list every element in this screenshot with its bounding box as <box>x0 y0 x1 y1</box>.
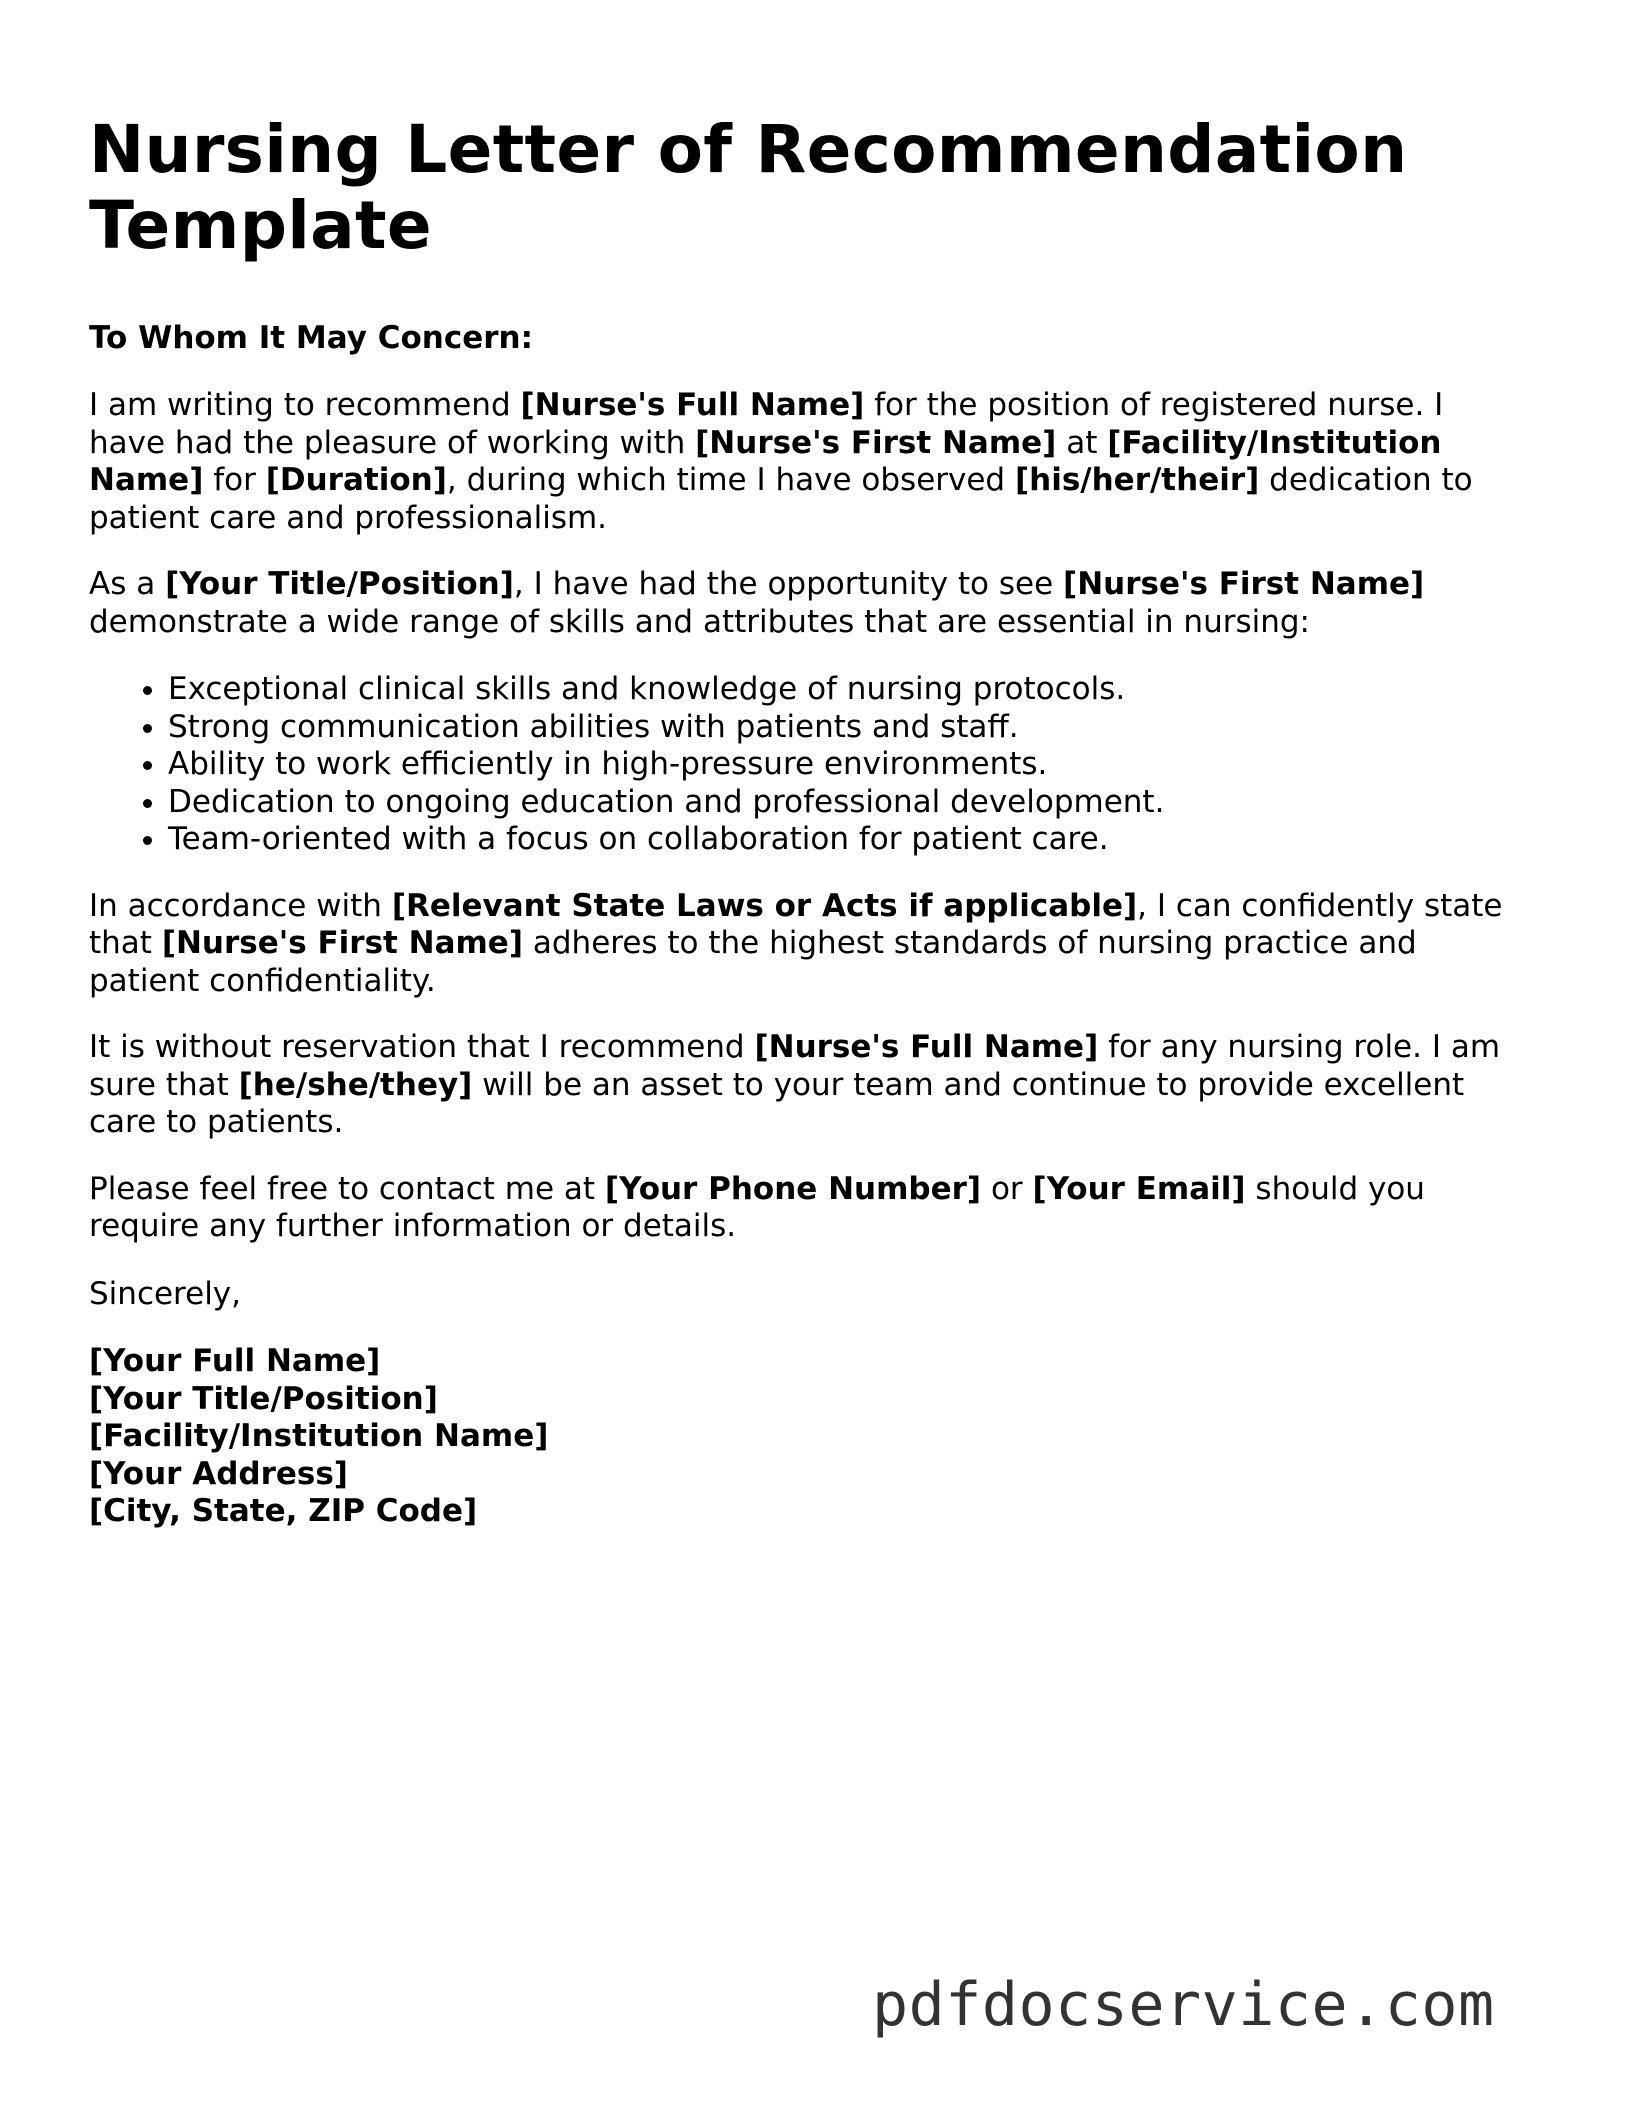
paragraph-intro <box>89 387 1519 537</box>
text: , I can confidently state that <box>89 887 1503 961</box>
placeholder-pronoun-subject: [he/she/they] <box>238 1066 473 1103</box>
signature-line: [Your Address] <box>89 1455 348 1492</box>
paragraph-contact <box>89 1171 1519 1246</box>
placeholder-email: [Your Email] <box>1032 1170 1246 1207</box>
paragraph-recommendation <box>89 1029 1519 1142</box>
list-item: • Dedication to ongoing education and professional development. <box>168 784 1519 822</box>
placeholder-nurse-full-name: [Nurse's Full Name] <box>754 1029 1099 1065</box>
text: dedication to patient care and professionalism. <box>89 462 1473 536</box>
text: for <box>203 462 266 498</box>
signature-line: [Your Title/Position] <box>89 1380 438 1417</box>
placeholder-facility-name: [Facility/Institution Name] <box>89 424 1442 498</box>
text: It is without reservation that I recommend <box>89 1029 755 1065</box>
text: Please feel free to contact me at <box>89 1170 605 1207</box>
text: for the position of registered nurse. I have had the pleasure of working with <box>89 387 1444 461</box>
placeholder-duration: [Duration] <box>265 462 447 498</box>
salutation: To Whom It May Concern: <box>89 320 534 356</box>
placeholder-nurse-first-name: [Nurse's First Name] <box>695 424 1057 461</box>
letter-page <box>89 112 1519 1531</box>
text: adheres to the highest standards of nursing practice and patient confidentiality. <box>89 925 1417 999</box>
text: In accordance with <box>89 887 392 924</box>
skills-list <box>89 671 1519 859</box>
text: for any nursing role. I am sure that <box>89 1029 1501 1103</box>
document-title: Nursing Letter of Recommendation Template <box>89 111 1408 264</box>
text: , during which time I have observed <box>446 462 1015 498</box>
signature-line: [Your Full Name] <box>89 1343 381 1379</box>
placeholder-pronoun-possessive: [his/her/their] <box>1014 462 1260 498</box>
paragraph-compliance <box>89 888 1519 1001</box>
placeholder-nurse-full-name: [Nurse's Full Name] <box>520 387 865 423</box>
text: or <box>981 1170 1033 1207</box>
closing: Sincerely, <box>89 1275 242 1312</box>
text: demonstrate a wide range of skills and attributes that are essential in nursing: <box>89 603 1310 640</box>
placeholder-your-title: [Your Title/Position] <box>165 566 514 602</box>
placeholder-state-laws: [Relevant State Laws or Acts if applicable] <box>391 887 1138 924</box>
placeholder-nurse-first-name: [Nurse's First Name] <box>1063 566 1425 602</box>
text: should you require any further information or details. <box>89 1170 1425 1244</box>
list-item: • Ability to work efficiently in high-pressure environments. <box>168 746 1519 784</box>
watermark: pdfdocservice.com <box>872 1970 1495 2040</box>
text: will be an asset to your team and continue to provide excellent care to patients. <box>89 1066 1465 1140</box>
signature-line: [City, State, ZIP Code] <box>89 1493 478 1529</box>
list-item: • Exceptional clinical skills and knowledge of nursing protocols. <box>168 671 1519 709</box>
list-item: • Team-oriented with a focus on collaboration for patient care. <box>168 821 1519 859</box>
list-item: • Strong communication abilities with patients and staff. <box>168 709 1519 747</box>
placeholder-phone-number: [Your Phone Number] <box>604 1170 982 1207</box>
text: at <box>1056 424 1108 461</box>
paragraph-skills-intro <box>89 566 1519 641</box>
signature-block <box>89 1343 1519 1531</box>
text: I am writing to recommend <box>89 387 521 423</box>
text: As a <box>89 566 166 602</box>
signature-line: [Facility/Institution Name] <box>89 1418 549 1454</box>
placeholder-nurse-first-name: [Nurse's First Name] <box>161 925 524 961</box>
text: , I have had the opportunity to see <box>513 566 1064 602</box>
